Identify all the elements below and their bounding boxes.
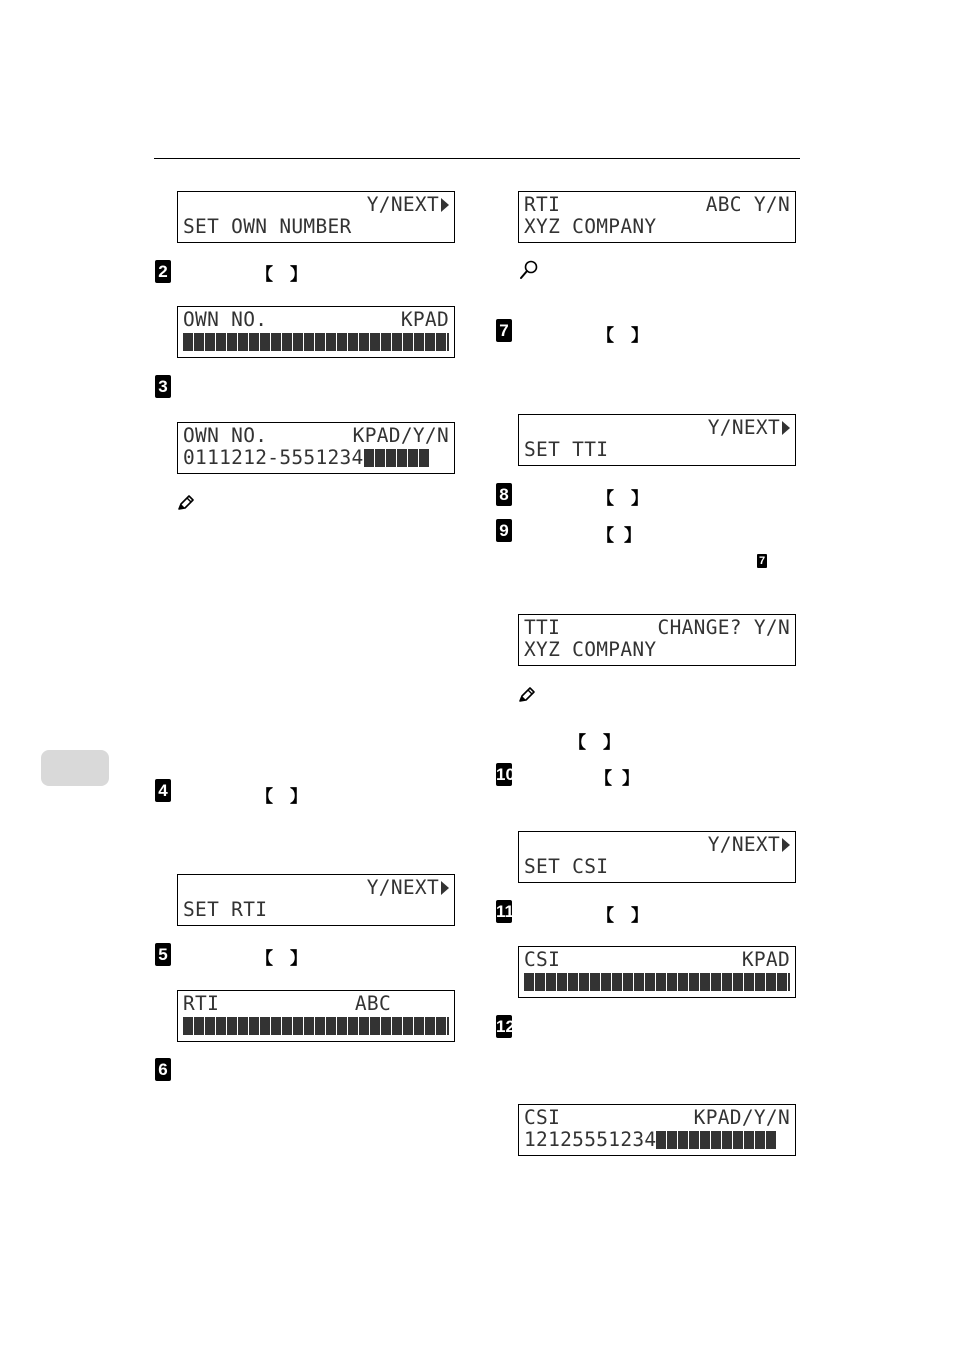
lcd-line1-right: ABC Y/N <box>705 194 790 216</box>
lcd-input-blocks <box>183 333 449 351</box>
key-bracket-close: 】 <box>624 526 641 546</box>
chapter-tab <box>41 750 109 786</box>
step-number: 11 <box>496 902 514 921</box>
next-arrow-icon <box>782 838 790 852</box>
lcd-line2: SET CSI <box>524 856 609 878</box>
lcd-rti-entered <box>518 191 796 243</box>
lcd-set-own-number <box>177 191 455 243</box>
lcd-input-blocks <box>524 973 790 991</box>
lcd-set-csi <box>518 831 796 883</box>
lcd-input-blocks <box>364 449 429 467</box>
key-bracket-close: 】 <box>290 265 307 285</box>
key-bracket-open: 【 <box>597 489 614 509</box>
lcd-rti-input <box>177 990 455 1042</box>
step-number: 2 <box>155 260 171 283</box>
lcd-line1-right: Y/NEXT <box>366 194 439 216</box>
key-bracket-open: 【 <box>597 526 614 546</box>
key-bracket-open: 【 <box>256 949 273 969</box>
lcd-line1-left: CSI <box>524 949 561 971</box>
step-number: 12 <box>496 1017 515 1036</box>
lcd-tti-change <box>518 614 796 666</box>
lcd-csi-input <box>518 946 796 998</box>
step-number: 5 <box>155 943 171 966</box>
next-arrow-icon <box>441 881 449 895</box>
key-bracket-close: 】 <box>631 906 648 926</box>
lcd-set-rti <box>177 874 455 926</box>
step-number: 9 <box>496 519 512 542</box>
key-bracket-open: 【 <box>595 769 612 789</box>
next-arrow-icon <box>441 198 449 212</box>
lcd-own-no-input <box>177 306 455 358</box>
step-number: 3 <box>155 375 171 398</box>
lcd-set-tti <box>518 414 796 466</box>
step-number: 7 <box>496 319 512 342</box>
step-number: 10 <box>496 765 515 784</box>
lcd-line1-right: KPAD <box>741 949 790 971</box>
step-number: 8 <box>496 483 512 506</box>
lcd-line2: SET RTI <box>183 899 268 921</box>
lcd-line1-right: CHANGE? Y/N <box>657 617 790 639</box>
pencil-note-icon <box>176 493 196 513</box>
lcd-line1-right: KPAD <box>400 309 449 331</box>
lcd-line1-left: RTI <box>183 993 220 1015</box>
lcd-line1-right: Y/NEXT <box>366 877 439 899</box>
lcd-line1-right: Y/NEXT <box>707 417 780 439</box>
lcd-line2: XYZ COMPANY <box>524 639 657 661</box>
inline-step-ref: 7 <box>758 555 766 567</box>
lcd-line1-right: KPAD/Y/N <box>693 1107 790 1129</box>
key-bracket-open: 【 <box>256 787 273 807</box>
lcd-line1-left: CSI <box>524 1107 561 1129</box>
lcd-own-no-entered <box>177 422 455 474</box>
lcd-line1-left: RTI <box>524 194 561 216</box>
key-bracket-close: 】 <box>290 787 307 807</box>
magnifier-icon <box>519 259 539 281</box>
lcd-line1-right: KPAD/Y/N <box>352 425 449 447</box>
key-bracket-open: 【 <box>569 733 586 753</box>
key-bracket-close: 】 <box>631 326 648 346</box>
step-number: 6 <box>155 1058 171 1081</box>
lcd-line1-left: TTI <box>524 617 561 639</box>
step-number: 4 <box>155 779 171 802</box>
lcd-line2-text: 0111212-5551234 <box>183 447 364 469</box>
key-bracket-close: 】 <box>290 949 307 969</box>
key-bracket-open: 【 <box>256 265 273 285</box>
lcd-line1-right: ABC <box>354 993 391 1015</box>
key-bracket-close: 】 <box>622 769 639 789</box>
pencil-note-icon <box>517 685 537 705</box>
lcd-line2: XYZ COMPANY <box>524 216 657 238</box>
key-bracket-close: 】 <box>631 489 648 509</box>
lcd-line2: SET TTI <box>524 439 609 461</box>
lcd-input-blocks <box>183 1017 449 1035</box>
lcd-line1-left: OWN NO. <box>183 309 268 331</box>
lcd-line1-right: Y/NEXT <box>707 834 780 856</box>
next-arrow-icon <box>782 421 790 435</box>
lcd-line2-text: 12125551234 <box>524 1129 657 1151</box>
key-bracket-open: 【 <box>597 906 614 926</box>
key-bracket-open: 【 <box>597 326 614 346</box>
lcd-line1-left: OWN NO. <box>183 425 268 447</box>
lcd-csi-entered <box>518 1104 796 1156</box>
key-bracket-close: 】 <box>603 733 620 753</box>
header-rule <box>154 158 800 159</box>
lcd-input-blocks <box>656 1131 776 1149</box>
lcd-line2: SET OWN NUMBER <box>183 216 352 238</box>
